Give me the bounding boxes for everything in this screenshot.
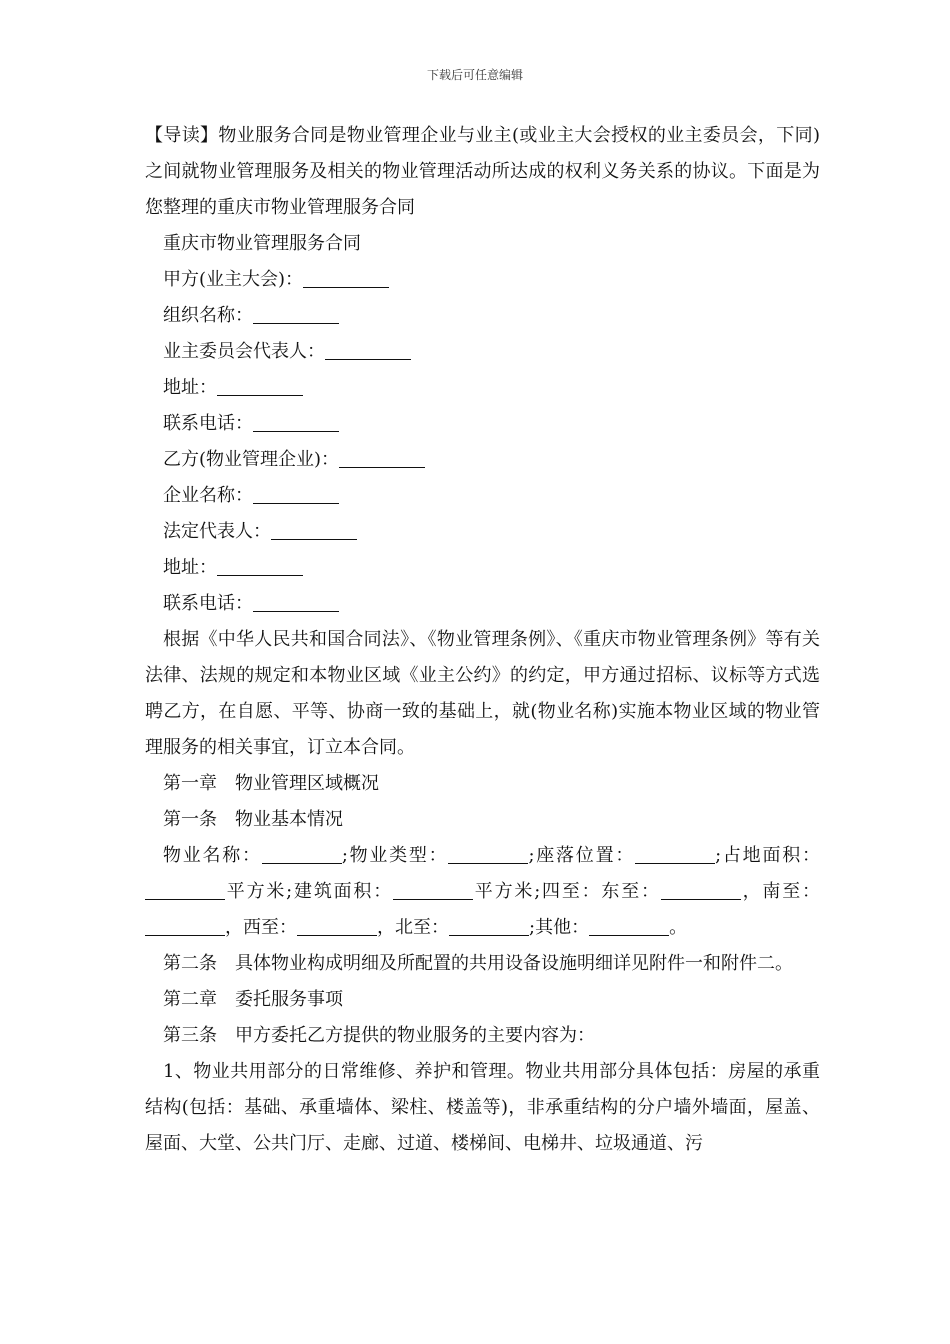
committee-rep-field: 业主委员会代表人： xyxy=(145,334,820,370)
blank-line xyxy=(325,339,411,360)
blank-line xyxy=(449,915,529,936)
blank-line xyxy=(253,591,339,612)
blank-line xyxy=(339,447,425,468)
org-name-field: 组织名称： xyxy=(145,298,820,334)
blank-line xyxy=(393,879,473,900)
blank-line xyxy=(253,411,339,432)
blank-line xyxy=(262,843,342,864)
article-1-heading: 第一条 物业基本情况 xyxy=(163,809,343,830)
company-name-field: 企业名称： xyxy=(145,478,820,514)
chapter-2-heading: 第二章 委托服务事项 xyxy=(163,989,343,1010)
preamble-paragraph: 根据《中华人民共和国合同法》、《物业管理条例》、《重庆市物业管理条例》等有关法律、法规的规定和本物业区域《业主公约》的约定，甲方通过招标、议标等方式选聘乙方，在自愿、平等、协商一致的基础上，就(物业名称)实施本物业区域的物业管理服务的相关事宜，订立本合同。 xyxy=(145,629,820,758)
blank-line xyxy=(253,483,339,504)
blank-line xyxy=(145,879,225,900)
blank-line xyxy=(589,915,669,936)
address-b-field: 地址： xyxy=(145,550,820,586)
document-body xyxy=(145,118,820,1162)
blank-line xyxy=(217,375,303,396)
intro-paragraph: 【导读】物业服务合同是物业管理企业与业主(或业主大会授权的业主委员会，下同)之间就物业管理服务及相关的物业管理活动所达成的权利义务关系的协议。下面是为您整理的重庆市物业管理服务合同 xyxy=(145,125,820,218)
chapter-1-heading: 第一章 物业管理区域概况 xyxy=(163,773,379,794)
party-a-field: 甲方(业主大会)： xyxy=(145,262,820,298)
blank-line xyxy=(217,555,303,576)
basic-info-paragraph: 物业名称： ;物业类型： ;座落位置： ;占地面积：平方米;建筑面积： 平方米;四至：东至： ，南至：，西至： ，北至： ;其他： 。 xyxy=(145,838,820,946)
item-1-paragraph: 1、物业共用部分的日常维修、养护和管理。物业共用部分具体包括：房屋的承重结构(包括：基础、承重墙体、梁柱、楼盖等)，非承重结构的分户墙外墙面，屋盖、屋面、大堂、公共门厅、走廊、过道、楼梯间、电梯井、垃圾通道、污 xyxy=(145,1061,820,1154)
legal-rep-field: 法定代表人： xyxy=(145,514,820,550)
phone-b-field: 联系电话： xyxy=(145,586,820,622)
party-b-field: 乙方(物业管理企业)： xyxy=(145,442,820,478)
blank-line xyxy=(448,843,528,864)
article-2-paragraph: 第二条 具体物业构成明细及所配置的共用设备设施明细详见附件一和附件二。 xyxy=(163,953,793,974)
phone-a-field: 联系电话： xyxy=(145,406,820,442)
blank-line xyxy=(635,843,715,864)
address-a-field: 地址： xyxy=(145,370,820,406)
article-3-heading: 第三条 甲方委托乙方提供的物业服务的主要内容为： xyxy=(163,1025,595,1046)
blank-line xyxy=(145,915,225,936)
blank-line xyxy=(253,303,339,324)
page-header: 下载后可任意编辑 xyxy=(426,68,523,82)
blank-line xyxy=(661,879,741,900)
blank-line xyxy=(271,519,357,540)
blank-line xyxy=(297,915,377,936)
blank-line xyxy=(303,267,389,288)
document-title: 重庆市物业管理服务合同 xyxy=(163,233,361,254)
